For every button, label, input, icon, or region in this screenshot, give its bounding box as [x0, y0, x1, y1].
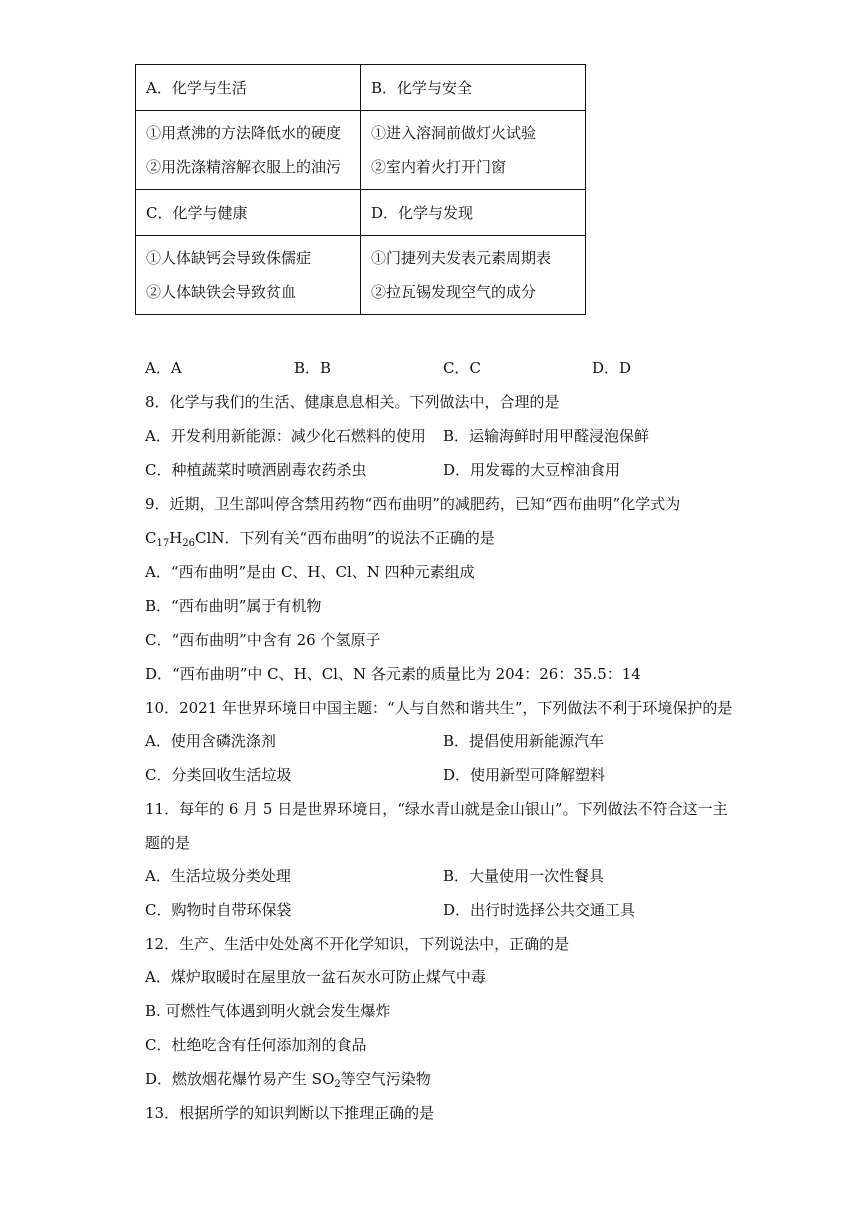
formula-rest: ClN	[195, 529, 225, 547]
table-cell-line: ①门捷列夫发表元素周期表	[371, 249, 552, 267]
table-cell	[361, 236, 586, 315]
q8-stem: 8．化学与我们的生活、健康息息相关。下列做法中，合理的是	[145, 393, 560, 411]
q11-option-d[interactable]: D．出行时选择公共交通工具	[443, 901, 636, 919]
table-cell-line: ①人体缺钙会导致侏儒症	[146, 249, 312, 267]
q11-stem-line1: 11．每年的 6 月 5 日是世界环境日，“绿水青山就是金山银山”。下列做法不符合这一主	[145, 800, 728, 818]
q8-option-c[interactable]: C．种植蔬菜时喷洒剧毒农药杀虫	[145, 461, 367, 479]
table-cell	[136, 236, 361, 315]
table-cell-line: ①进入溶洞前做灯火试验	[371, 124, 537, 142]
table-cell-line: ②室内着火打开门窗	[371, 158, 507, 176]
q8-option-b[interactable]: B．运输海鲜时用甲醛浸泡保鲜	[443, 427, 650, 445]
q10-stem: 10．2021 年世界环境日中国主题：“人与自然和谐共生”，下列做法不利于环境保护的是	[145, 699, 733, 717]
table-row	[136, 111, 586, 190]
q12-option-b[interactable]: B. 可燃性气体遇到明火就会发生爆炸	[145, 1002, 391, 1020]
formula-c-subscript: 17	[156, 538, 170, 549]
q11-option-b[interactable]: B．大量使用一次性餐具	[443, 867, 605, 885]
q8-option-d[interactable]: D．用发霉的大豆榨油食用	[443, 461, 621, 479]
table-cell: A．化学与生活	[136, 65, 361, 111]
q12-option-d[interactable]	[145, 1069, 431, 1089]
q10-option-b[interactable]: B．提倡使用新能源汽车	[443, 732, 605, 750]
q9-stem-line2-text: ．下列有关“西布曲明”的说法不正确的是	[224, 529, 495, 547]
q10-option-a[interactable]: A．使用含磷洗涤剂	[145, 732, 276, 750]
table-row	[136, 65, 586, 111]
table-cell: D．化学与发现	[361, 190, 586, 236]
table-cell: C．化学与健康	[136, 190, 361, 236]
q9-stem-line1: 9．近期，卫生部叫停含禁用药物“西布曲明”的减肥药，已知“西布曲明”化学式为	[145, 495, 681, 513]
table-row	[136, 190, 586, 236]
table-cell: B．化学与安全	[361, 65, 586, 111]
q7-option-d[interactable]: D．D	[592, 359, 632, 377]
q11-stem-line2: 题的是	[145, 834, 191, 852]
table-cell-line: ②拉瓦锡发现空气的成分	[371, 283, 537, 301]
table-cell-line: ①用煮沸的方法降低水的硬度	[146, 124, 342, 142]
q9-option-a[interactable]: A．“西布曲明”是由 C、H、Cl、N 四种元素组成	[145, 563, 475, 581]
q13-stem: 13．根据所学的知识判断以下推理正确的是	[145, 1104, 435, 1122]
q9-stem-line2	[145, 528, 495, 548]
q8-option-a[interactable]: A．开发利用新能源：减少化石燃料的使用	[145, 427, 426, 445]
q12-stem: 12．生产、生活中处处离不开化学知识，下列说法中，正确的是	[145, 935, 570, 953]
table-cell-line: ②人体缺铁会导致贫血	[146, 283, 297, 301]
q9-option-b[interactable]: B．“西布曲明”属于有机物	[145, 597, 322, 615]
q9-option-d[interactable]: D．“西布曲明”中 C、H、Cl、N 各元素的质量比为 204：26：35.5：14	[145, 665, 641, 683]
q10-option-d[interactable]: D．使用新型可降解塑料	[443, 766, 606, 784]
formula-h: H	[169, 529, 183, 547]
table-cell-line: ②用洗涤精溶解衣服上的油污	[146, 158, 342, 176]
q9-option-c[interactable]: C．“西布曲明”中含有 26 个氢原子	[145, 631, 381, 649]
formula-c: C	[145, 529, 157, 547]
q12-option-c[interactable]: C．杜绝吃含有任何添加剂的食品	[145, 1036, 367, 1054]
q7-option-a[interactable]: A．A	[145, 359, 182, 377]
table-row	[136, 236, 586, 315]
q12-option-d-text: D．燃放烟花爆竹易产生 SO	[145, 1070, 335, 1088]
formula-h-subscript: 26	[182, 538, 196, 549]
q12-option-a[interactable]: A．煤炉取暖时在屋里放一盆石灰水可防止煤气中毒	[145, 968, 486, 986]
table-cell	[361, 111, 586, 190]
q11-option-c[interactable]: C．购物时自带环保袋	[145, 901, 292, 919]
q7-option-b[interactable]: B．B	[294, 359, 332, 377]
so2-subscript: 2	[334, 1079, 341, 1090]
q11-option-a[interactable]: A．生活垃圾分类处理	[145, 867, 291, 885]
q7-option-c[interactable]: C．C	[443, 359, 481, 377]
table-cell	[136, 111, 361, 190]
q12-option-d-text-end: 等空气污染物	[340, 1070, 431, 1088]
q10-option-c[interactable]: C．分类回收生活垃圾	[145, 766, 292, 784]
knowledge-table	[135, 64, 586, 315]
